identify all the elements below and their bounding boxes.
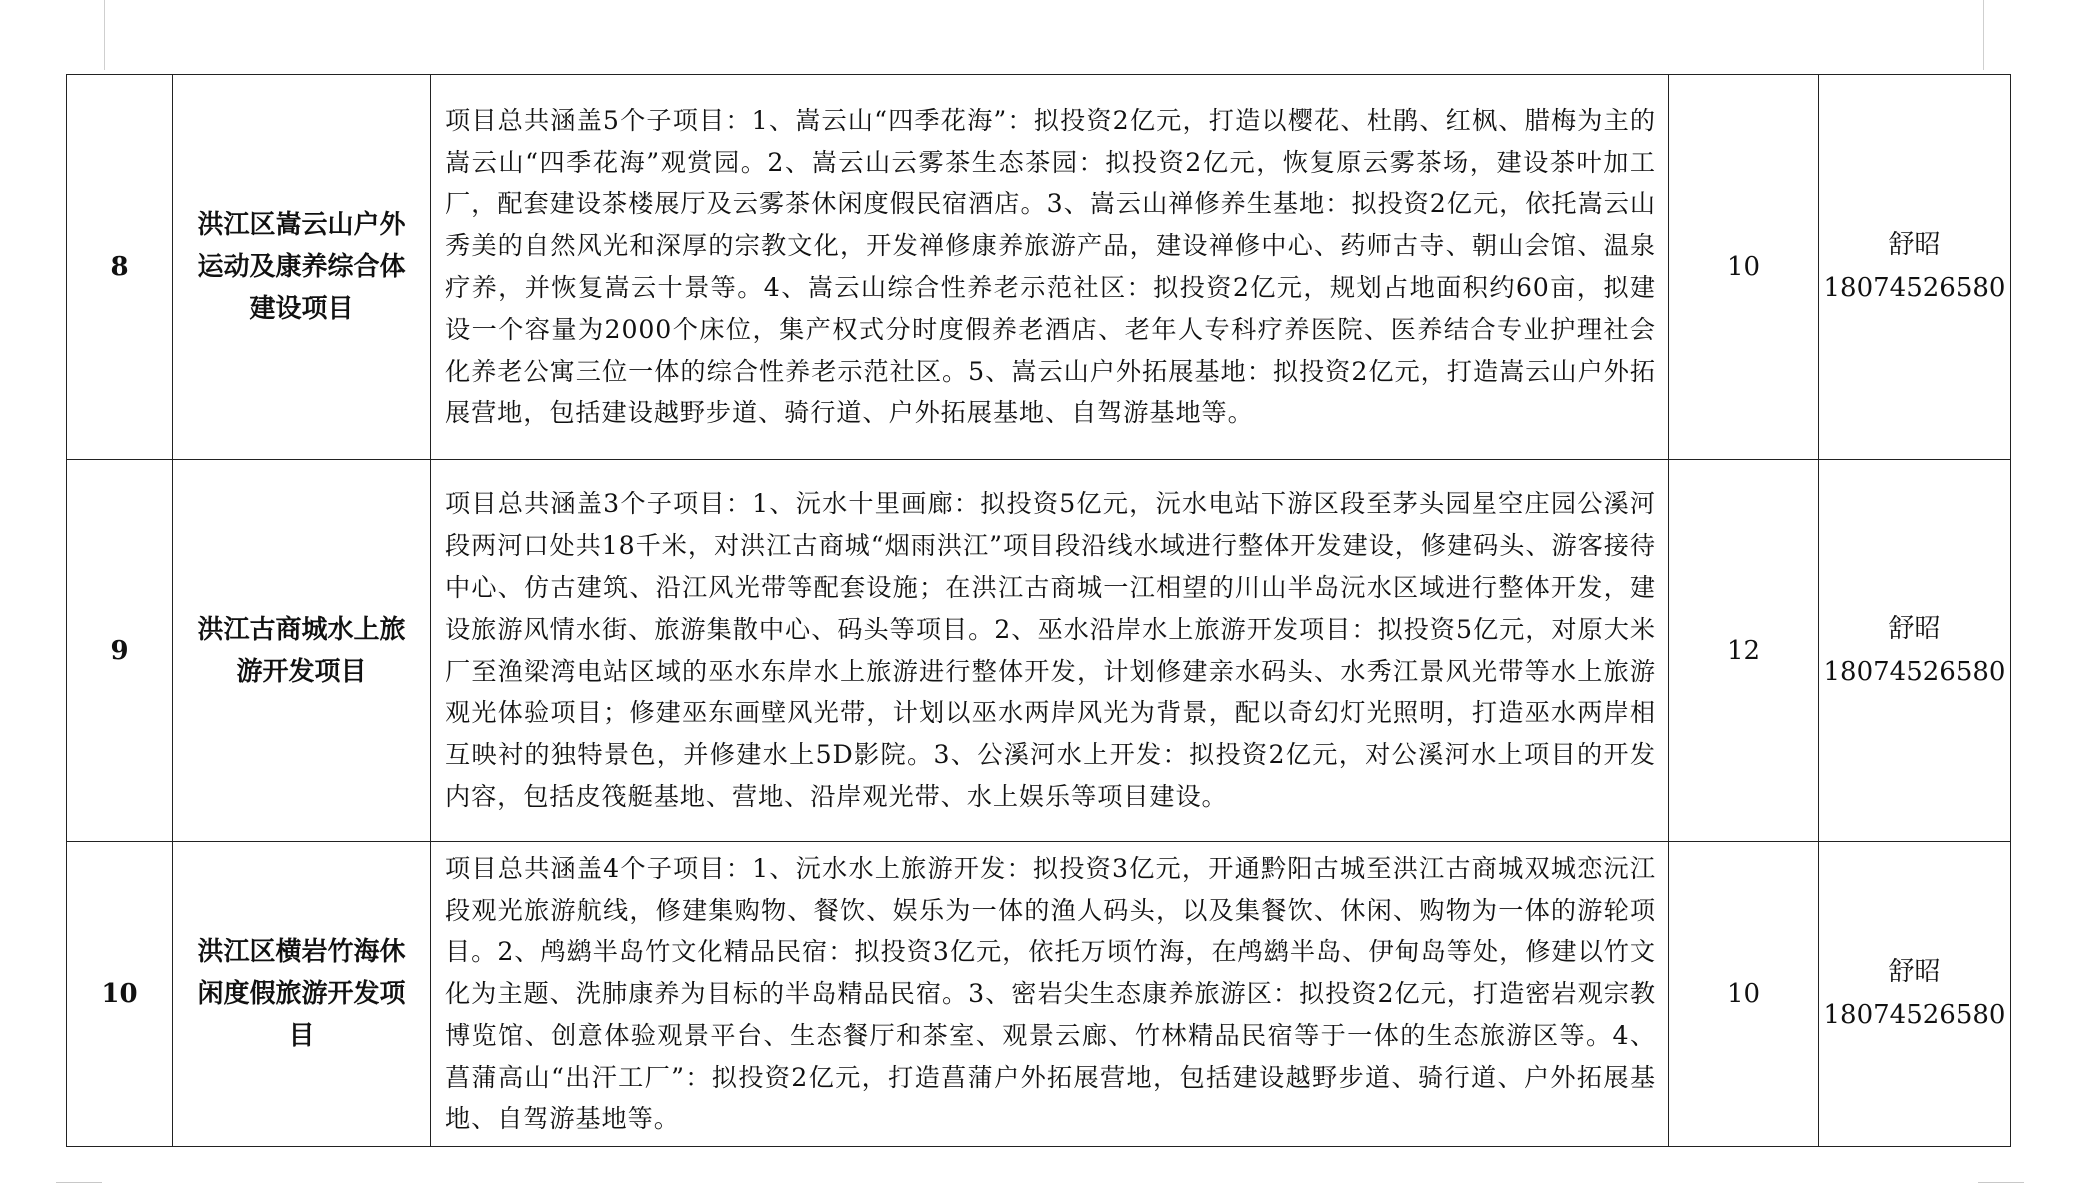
table-row <box>67 75 2011 460</box>
project-description-cell <box>431 842 1669 1147</box>
project-description-cell <box>431 460 1669 842</box>
investment-amount: 10 <box>1669 842 1819 1147</box>
page-margin-top-right-vertical <box>1983 0 1984 70</box>
project-description: 项目总共涵盖4个子项目：1、沅水水上旅游开发：拟投资3亿元，开通黔阳古城至洪江古商城双城恋沅江段观光旅游航线，修建集购物、餐饮、娱乐为一体的渔人码头，以及集餐饮、休闲、购物为一体的游轮项目。2、鸬鹚半岛竹文化精品民宿：拟投资3亿元，依托万顷竹海，在鸬鹚半岛、伊甸岛等处，修建以竹文化为主题、洗肺康养为目标的半岛精品民宿。3、密岩尖生态康养旅游区：拟投资2亿元，打造密岩观宗教博览馆、创意体验观景平台、生态餐厅和茶室、观景云廊、竹林精品民宿等于一体的生态旅游区等。4、菖蒲高山“出汗工厂”：拟投资2亿元，打造菖蒲户外拓展营地，包括建设越野步道、骑行道、户外拓展基地、自驾游基地等。 <box>445 853 1656 1134</box>
page-margin-top-left-vertical <box>104 0 105 70</box>
contact-name: 舒昭 <box>1888 957 1941 987</box>
row-number: 8 <box>67 75 173 460</box>
contact-cell <box>1819 460 2011 842</box>
contact-cell <box>1819 842 2011 1147</box>
project-name-cell <box>173 842 431 1147</box>
project-name-cell <box>173 75 431 460</box>
row-number: 10 <box>67 842 173 1147</box>
contact-cell <box>1819 75 2011 460</box>
table-row <box>67 842 2011 1147</box>
project-table <box>66 74 2011 1147</box>
row-number: 9 <box>67 460 173 842</box>
contact-name: 舒昭 <box>1888 230 1941 260</box>
investment-amount: 12 <box>1669 460 1819 842</box>
project-name-cell <box>173 460 431 842</box>
project-name: 洪江区横岩竹海休闲度假旅游开发项目 <box>197 937 406 1051</box>
crop-mark-bottom-left <box>56 1182 102 1183</box>
table-row <box>67 460 2011 842</box>
project-description: 项目总共涵盖5个子项目：1、嵩云山“四季花海”：拟投资2亿元，打造以樱花、杜鹃、红枫、腊梅为主的嵩云山“四季花海”观赏园。2、嵩云山云雾茶生态茶园：拟投资2亿元，恢复原云雾茶场，建设茶叶加工厂，配套建设茶楼展厅及云雾茶休闲度假民宿酒店。3、嵩云山禅修养生基地：拟投资2亿元，依托嵩云山秀美的自然风光和深厚的宗教文化，开发禅修康养旅游产品，建设禅修中心、药师古寺、朝山会馆、温泉疗养，并恢复嵩云十景等。4、嵩云山综合性养老示范社区：拟投资2亿元，规划占地面积约60亩，拟建设一个容量为2000个床位，集产权式分时度假养老酒店、老年人专科疗养医院、医养结合专业护理社会化养老公寓三位一体的综合性养老示范社区。5、嵩云山户外拓展基地：拟投资2亿元，打造嵩云山户外拓展营地，包括建设越野步道、骑行道、户外拓展基地、自驾游基地等。 <box>445 105 1656 428</box>
project-description-cell <box>431 75 1669 460</box>
contact-name: 舒昭 <box>1888 613 1941 644</box>
contact-phone: 18074526580 <box>1823 273 2006 303</box>
contact-phone: 18074526580 <box>1823 1000 2006 1030</box>
project-name: 洪江区嵩云山户外运动及康养综合体建设项目 <box>197 210 406 324</box>
crop-mark-bottom-right <box>1978 1182 2024 1183</box>
investment-amount: 10 <box>1669 75 1819 460</box>
project-name: 洪江古商城水上旅游开发项目 <box>197 614 406 687</box>
project-description: 项目总共涵盖3个子项目：1、沅水十里画廊：拟投资5亿元，沅水电站下游区段至茅头园星空庄园公溪河段两河口处共18千米，对洪江古商城“烟雨洪江”项目段沿线水域进行整体开发建设，修建码头、游客接待中心、仿古建筑、沿江风光带等配套设施；在洪江古商城一江相望的川山半岛沅水区域进行整体开发，建设旅游风情水街、旅游集散中心、码头等项目。2、巫水沿岸水上旅游开发项目：拟投资5亿元，对原大米厂至渔梁湾电站区域的巫水东岸水上旅游进行整体开发，计划修建亲水码头、水秀江景风光带等水上旅游观光体验项目；修建巫东画壁风光带，计划以巫水两岸风光为背景，配以奇幻灯光照明，打造巫水两岸相互映衬的独特景色，并修建水上5D影院。3、公溪河水上开发：拟投资2亿元，对公溪河水上项目的开发内容，包括皮筏艇基地、营地、沿岸观光带、水上娱乐等项目建设。 <box>445 489 1656 811</box>
contact-phone: 18074526580 <box>1823 656 2006 687</box>
